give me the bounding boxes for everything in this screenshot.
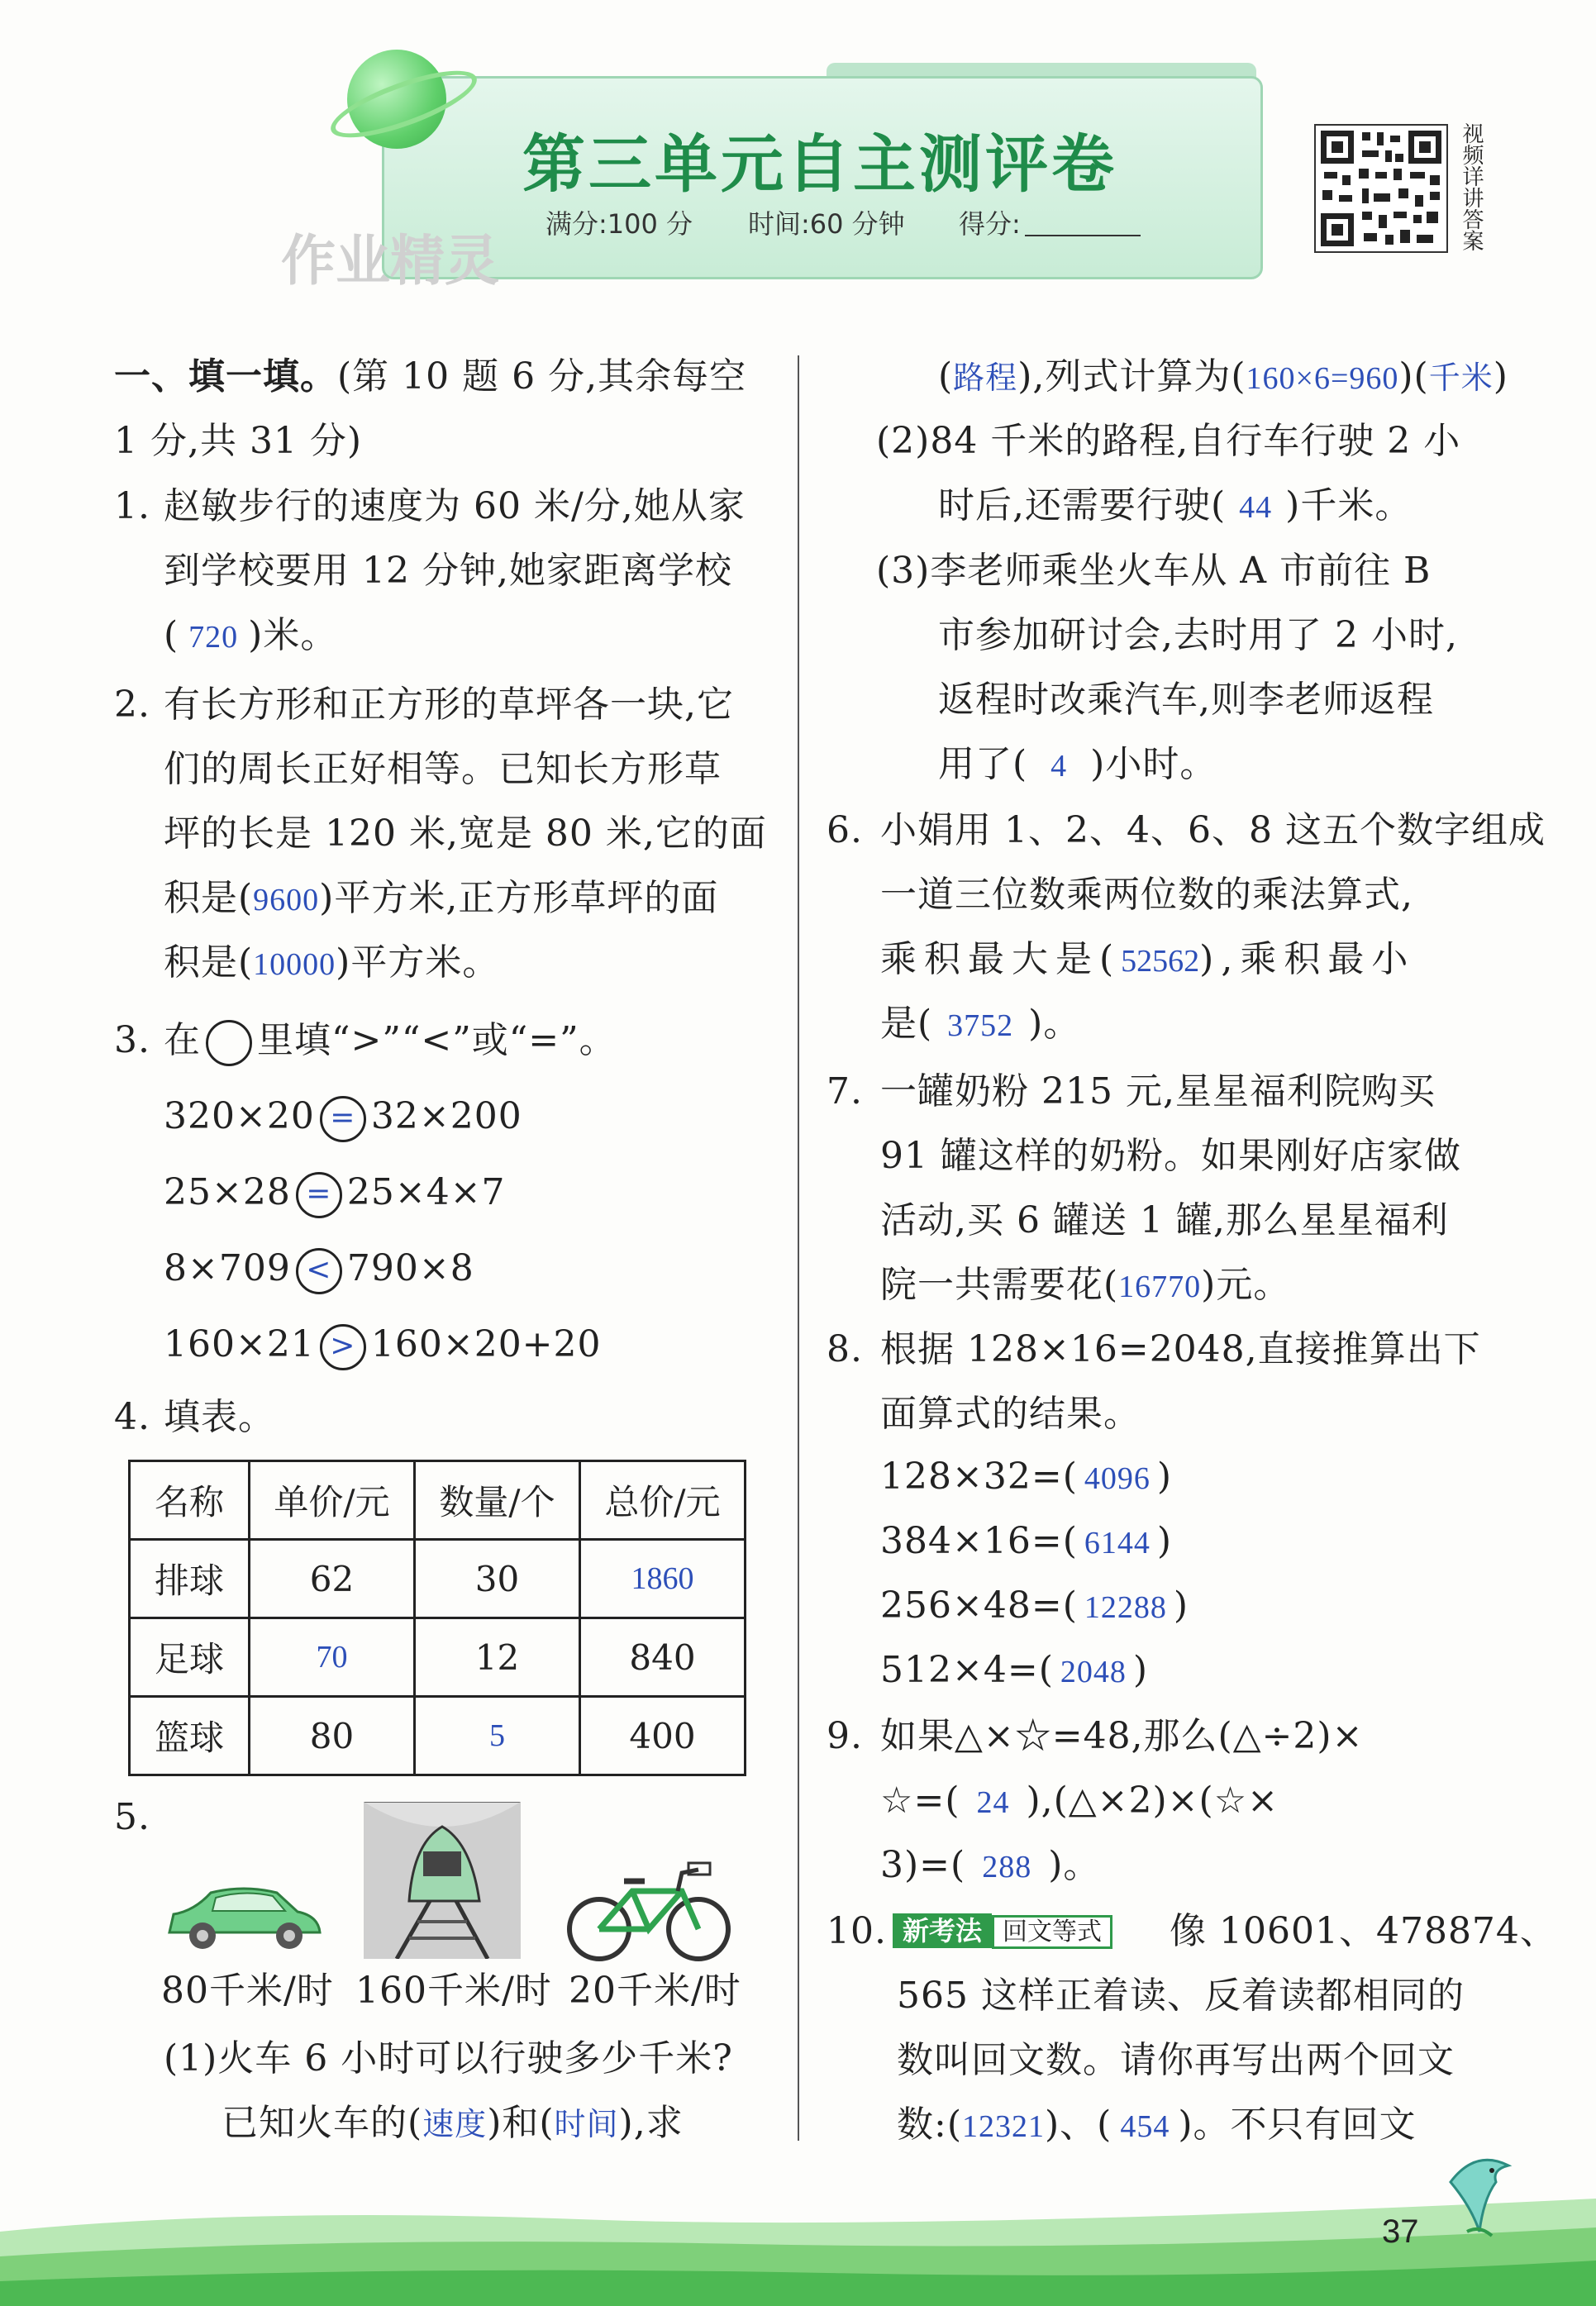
empty-circle-icon: [206, 1020, 252, 1066]
table-cell: 80: [250, 1697, 415, 1775]
palindrome-tag: 回文等式: [992, 1915, 1112, 1949]
q2-number: 2.: [114, 684, 150, 726]
table-row: [130, 1697, 746, 1775]
q5-part2-line2: 时后,还需要行驶( 44 )千米。: [938, 484, 1413, 526]
q8-answer: 2048: [1060, 1655, 1127, 1689]
q1-line2: 到学校要用 12 分钟,她家距离学校: [164, 550, 732, 592]
q5-part1-line3: (路程),列式计算为(160×6=960)(千米): [938, 355, 1508, 398]
q5-part3-line1: (3)李老师乘坐火车从 A 市前往 B: [876, 550, 1432, 592]
q3-row: 25×28 = 25×4×7: [164, 1160, 506, 1225]
footer-grass-decoration: [0, 2141, 1596, 2306]
table-cell: 足球: [130, 1618, 250, 1697]
q3-number: 3.: [114, 1019, 150, 1061]
q1-number: 1.: [114, 485, 150, 527]
q7-answer: 16770: [1118, 1270, 1202, 1304]
train-icon: [364, 1802, 521, 1959]
q5-answer-formula: 160×6=960: [1246, 361, 1399, 396]
q2-answer-1: 9600: [253, 883, 320, 917]
q8-answer: 6144: [1084, 1526, 1151, 1560]
q9-answer-1: 24: [976, 1785, 1010, 1820]
q8-row: 512×4=( 2048 ): [880, 1649, 1149, 1691]
section-note: 1 分,共 31 分): [114, 420, 363, 462]
q10-line1-tail: 像 10601、478874、: [1170, 1910, 1557, 1952]
table-row: [130, 1618, 746, 1697]
table-header: 总价/元: [580, 1461, 746, 1540]
q8-line2: 面算式的结果。: [880, 1393, 1141, 1435]
table-header: 单价/元: [250, 1461, 415, 1540]
q9-line2: ☆=( 24 ),(△×2)×(☆×: [880, 1780, 1279, 1822]
q2-answer-2: 10000: [253, 947, 336, 982]
price-table: [128, 1460, 746, 1776]
q5-answer-distance: 路程: [953, 361, 1018, 396]
q5-part3-line2: 市参加研讨会,去时用了 2 小时,: [938, 614, 1458, 656]
q3-answer-circle: =: [296, 1172, 342, 1218]
q1-line3: ( 720 )米。: [164, 614, 338, 656]
full-marks: 满分:100 分: [545, 208, 693, 240]
score-label: 得分:: [959, 208, 1021, 240]
q9-line3: 3)=( 288 )。: [880, 1844, 1101, 1886]
q3-instruction: 在 里填“>”“<”或“=”。: [164, 1008, 617, 1073]
qr-code[interactable]: [1314, 124, 1448, 253]
car-icon: [161, 1875, 326, 1957]
q10-line3: 数叫回文数。请你再写出两个回文: [897, 2039, 1455, 2081]
q9-number: 9.: [827, 1715, 863, 1757]
q5-part1-line2: 已知火车的(速度)和(时间),求: [222, 2102, 684, 2144]
q4-number: 4.: [114, 1396, 150, 1438]
table-answer-cell: 1860: [580, 1540, 746, 1618]
table-header: 数量/个: [415, 1461, 580, 1540]
q2-line5: 积是(10000)平方米。: [164, 941, 500, 984]
page-number: 37: [1382, 2213, 1419, 2250]
q5-part3-line3: 返程时改乘汽车,则李老师返程: [938, 679, 1434, 721]
table-cell: 排球: [130, 1540, 250, 1618]
q10-answer-2: 454: [1120, 2109, 1170, 2144]
time-limit: 时间:60 分钟: [748, 208, 905, 240]
q7-line1: 一罐奶粉 215 元,星星福利院购买: [880, 1070, 1436, 1113]
q7-line3: 活动,买 6 罐送 1 罐,那么星星福利: [880, 1199, 1449, 1241]
q5-part3-line4: 用了( 4 )小时。: [938, 743, 1217, 785]
q9-line1: 如果△×☆=48,那么(△÷2)×: [880, 1715, 1364, 1757]
q5-part2-answer: 44: [1239, 490, 1273, 525]
q3-row: 160×21 > 160×20+20: [164, 1313, 602, 1377]
q6-line4: 是( 3752 )。: [880, 1003, 1081, 1045]
q5-part2-line1: (2)84 千米的路程,自行车行驶 2 小: [876, 420, 1461, 462]
q2-line2: 们的周长正好相等。已知长方形草: [164, 748, 722, 790]
watermark: 作业精灵: [281, 229, 499, 293]
q7-line4: 院一共需要花(16770)元。: [880, 1264, 1291, 1306]
q3-answer-circle: >: [320, 1324, 366, 1370]
q5-number: 5.: [114, 1796, 150, 1838]
page-title: 第三单元自主测评卷: [522, 127, 1117, 201]
q8-number: 8.: [827, 1328, 863, 1370]
q10-tags: [893, 1910, 1112, 1948]
q8-row: 128×32=( 4096 ): [880, 1456, 1173, 1498]
table-header-row: [130, 1461, 746, 1540]
q6-line3: 乘积最大是(52562),乘积最小: [880, 938, 1416, 980]
q7-line2: 91 罐这样的奶粉。如果刚好店家做: [880, 1135, 1461, 1177]
table-cell: 840: [580, 1618, 746, 1697]
table-answer-cell: 70: [250, 1618, 415, 1697]
q1-answer: 720: [188, 620, 239, 655]
q8-answer: 4096: [1084, 1461, 1151, 1496]
q8-row: 384×16=( 6144 ): [880, 1520, 1173, 1562]
q7-number: 7.: [827, 1070, 863, 1113]
q6-number: 6.: [827, 809, 863, 851]
column-divider: [798, 355, 799, 2141]
q4-text: 填表。: [164, 1396, 275, 1438]
q2-line1: 有长方形和正方形的草坪各一块,它: [164, 684, 734, 726]
q10-number: 10.: [827, 1910, 887, 1952]
q6-line2: 一道三位数乘两位数的乘法算式,: [880, 874, 1413, 916]
q6-line1: 小娟用 1、2、4、6、8 这五个数字组成: [880, 809, 1546, 851]
q8-line1: 根据 128×16=2048,直接推算出下: [880, 1328, 1481, 1370]
train-speed: 160千米/时: [355, 1970, 552, 2012]
q1-line1: 赵敏步行的速度为 60 米/分,她从家: [164, 485, 746, 527]
q5-answer-speed: 速度: [422, 2108, 488, 2142]
q5-part3-answer: 4: [1051, 749, 1068, 784]
q10-answer-1: 12321: [962, 2109, 1045, 2144]
q3-row: 320×20 = 32×200: [164, 1084, 522, 1149]
q6-answer-max: 52562: [1121, 944, 1200, 979]
q6-answer-min: 3752: [947, 1008, 1014, 1043]
section-heading: 一、填一填。(第 10 题 6 分,其余每空: [114, 355, 747, 398]
table-header: 名称: [130, 1461, 250, 1540]
qr-label: 视频详讲答案: [1459, 122, 1484, 251]
table-row: [130, 1540, 746, 1618]
q2-line4: 积是(9600)平方米,正方形草坪的面: [164, 877, 719, 919]
table-cell: 62: [250, 1540, 415, 1618]
q5-answer-time: 时间: [554, 2108, 619, 2142]
q8-answer: 12288: [1084, 1590, 1167, 1625]
q10-line4: 数:(12321)、( 454 )。不只有回文: [897, 2104, 1417, 2146]
table-cell: 12: [415, 1618, 580, 1697]
table-answer-cell: 5: [415, 1697, 580, 1775]
q5-answer-unit: 千米: [1428, 361, 1494, 396]
q5-part1-question: (1)火车 6 小时可以行驶多少千米?: [164, 2037, 733, 2080]
score-blank: [1025, 235, 1141, 236]
bicycle-icon: [566, 1858, 731, 1965]
table-cell: 400: [580, 1697, 746, 1775]
new-method-tag: 新考法: [893, 1913, 992, 1948]
bicycle-speed: 20千米/时: [569, 1970, 741, 2012]
q9-answer-2: 288: [982, 1850, 1032, 1884]
q8-row: 256×48=( 12288 ): [880, 1584, 1189, 1627]
q2-line3: 坪的长是 120 米,宽是 80 米,它的面: [164, 812, 767, 855]
qr-code-icon: [1316, 126, 1446, 251]
table-cell: 篮球: [130, 1697, 250, 1775]
table-cell: 30: [415, 1540, 580, 1618]
q10-line2: 565 这样正着读、反着读都相同的: [897, 1975, 1465, 2017]
car-speed: 80千米/时: [161, 1970, 334, 2012]
dolphin-icon: [1434, 2149, 1525, 2248]
q3-answer-circle: <: [296, 1248, 342, 1294]
q3-answer-circle: =: [320, 1096, 366, 1142]
q3-row: 8×709 < 790×8: [164, 1236, 474, 1301]
